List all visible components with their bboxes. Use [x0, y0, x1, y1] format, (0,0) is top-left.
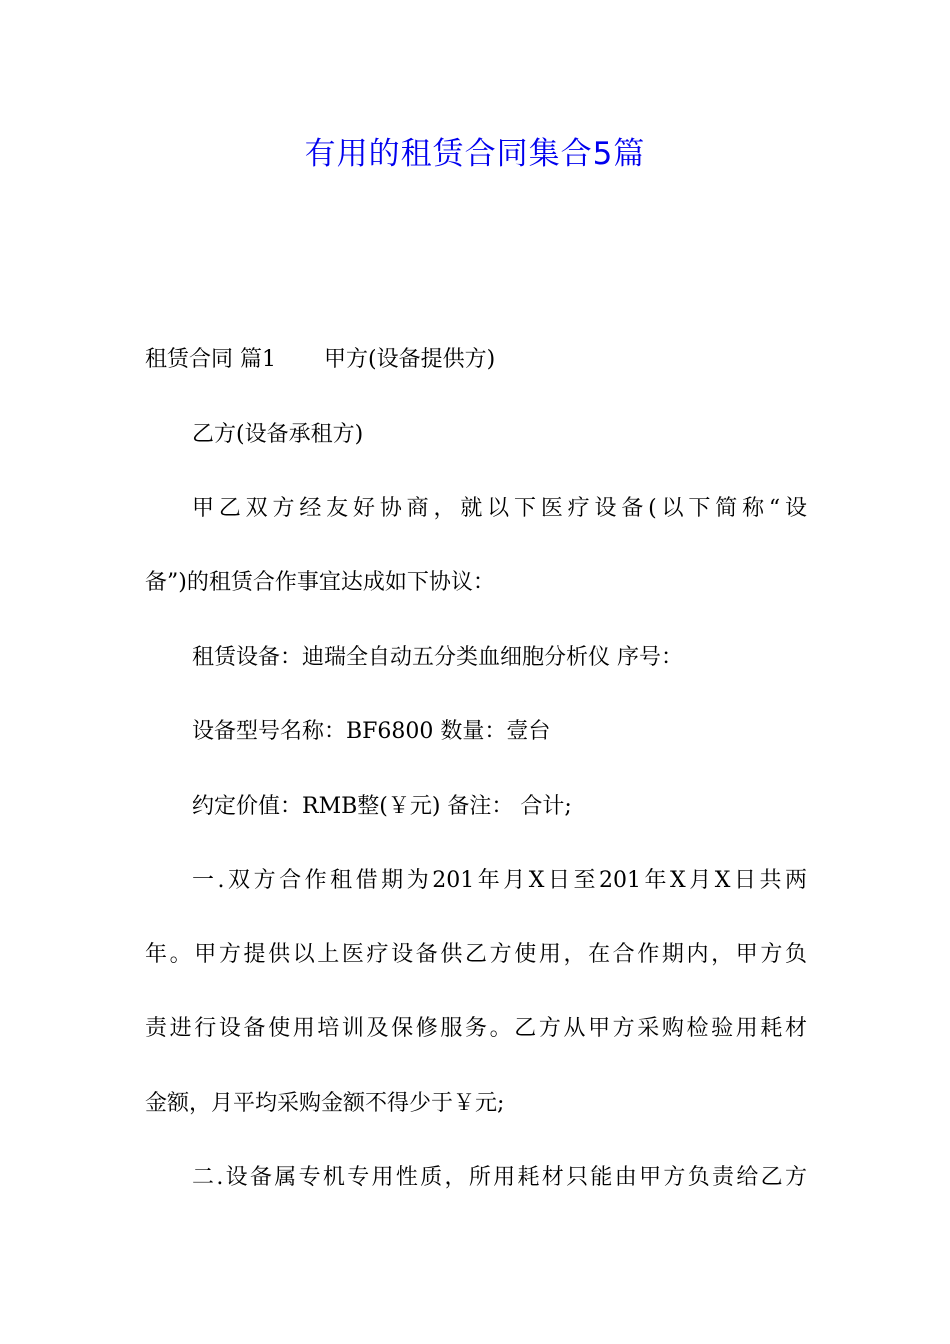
intro-paragraph-line-1: 甲乙双方经友好协商，就以下医疗设备(以下简称“设	[192, 496, 807, 521]
clause-1-line-3: 责进行设备使用培训及保修服务。乙方从甲方采购检验用耗材	[145, 1016, 807, 1041]
clause-1-line-2: 年。甲方提供以上医疗设备供乙方使用，在合作期内，甲方负	[145, 942, 807, 967]
value-line: 约定价值：RMB整(￥元) 备注： 合计;	[192, 794, 572, 819]
equipment-line: 租赁设备：迪瑞全自动五分类血细胞分析仪 序号：	[192, 645, 683, 670]
document-title: 有用的租赁合同集合5篇	[304, 136, 646, 172]
party-a-label: 甲方(设备提供方)	[324, 347, 496, 372]
clause-2-line-1: 二.设备属专机专用性质，所用耗材只能由甲方负责给乙方	[192, 1165, 807, 1190]
clause-1-line-1: 一.双方合作租借期为201年月X日至201年X月X日共两	[192, 868, 807, 893]
intro-paragraph-line-2: 备”)的租赁合作事宜达成如下协议：	[145, 570, 495, 595]
heading-line	[145, 345, 807, 375]
clause-1-line-4: 金额，月平均采购金额不得少于￥元;	[145, 1091, 505, 1116]
model-line: 设备型号名称：BF6800 数量：壹台	[192, 719, 551, 744]
party-b-label: 乙方(设备承租方)	[192, 422, 364, 447]
section-heading: 租赁合同 篇1	[145, 347, 276, 372]
